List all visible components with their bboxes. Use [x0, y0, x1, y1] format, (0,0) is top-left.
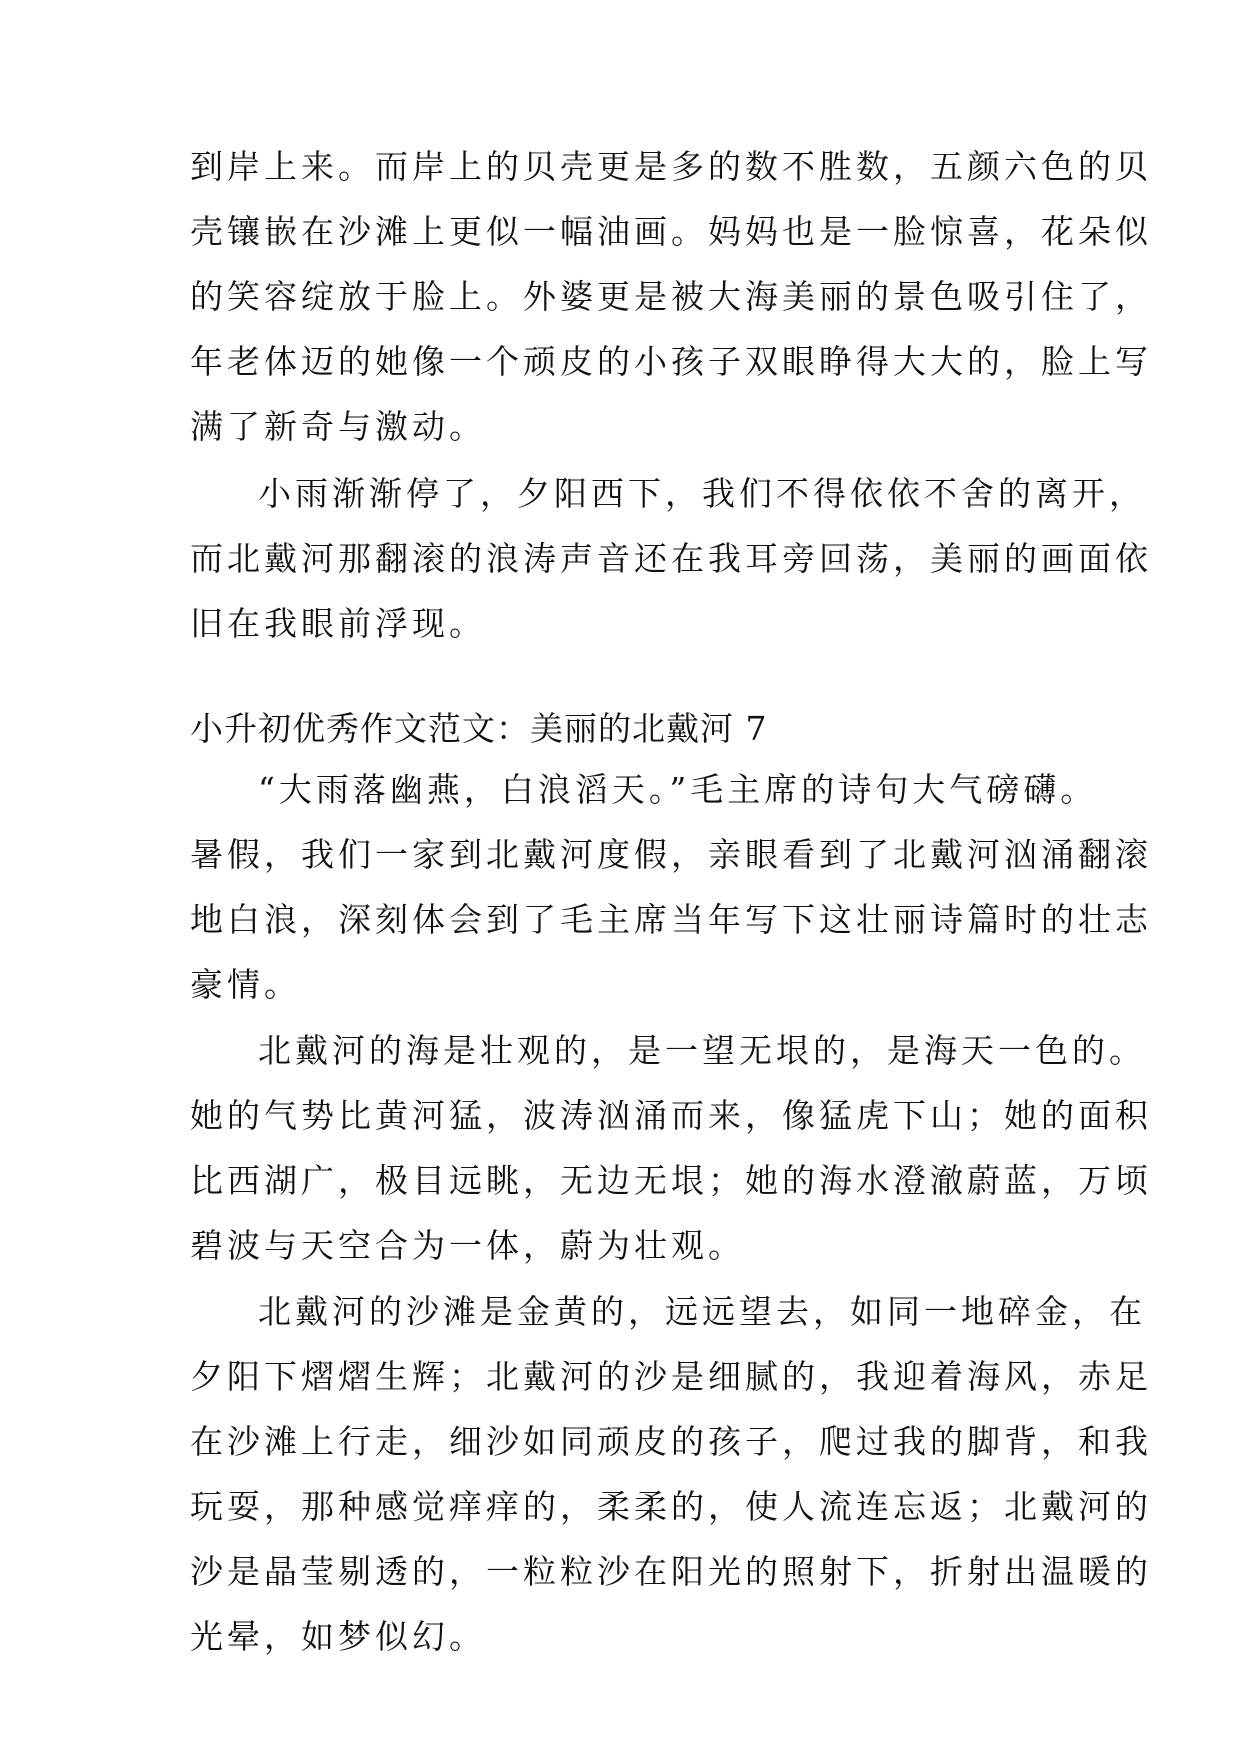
paragraph-line: 而北戴河那翻滚的浪涛声音还在我耳旁回荡，美丽的画面依: [190, 539, 1152, 578]
paragraph-line: “大雨落幽燕，白浪滔天。”毛主席的诗句大气磅礴。: [258, 770, 1098, 809]
paragraph-line: 地白浪，深刻体会到了毛主席当年写下这壮丽诗篇时的壮志: [190, 900, 1152, 939]
essay-title: 小升初优秀作文范文：美丽的北戴河 7: [190, 709, 768, 748]
paragraph-line: 满了新奇与激动。: [190, 407, 486, 446]
paragraph-line: 她的气势比黄河猛，波涛汹涌而来，像猛虎下山；她的面积: [190, 1096, 1152, 1135]
paragraph-line: 玩耍，那种感觉痒痒的，柔柔的，使人流连忘返；北戴河的: [190, 1487, 1152, 1526]
paragraph-line: 北戴河的沙滩是金黄的，远远望去，如同一地碎金，在: [258, 1292, 1146, 1331]
paragraph-line: 碧波与天空合为一体，蔚为壮观。: [190, 1226, 745, 1265]
paragraph-line: 壳镶嵌在沙滩上更似一幅油画。妈妈也是一脸惊喜，花朵似: [190, 212, 1152, 251]
paragraph-line: 夕阳下熠熠生辉；北戴河的沙是细腻的，我迎着海风，赤足: [190, 1357, 1152, 1396]
paragraph-line: 年老体迈的她像一个顽皮的小孩子双眼睁得大大的，脸上写: [190, 342, 1152, 381]
paragraph-line: 小雨渐渐停了，夕阳西下，我们不得依依不舍的离开，: [258, 474, 1146, 513]
paragraph-line: 北戴河的海是壮观的，是一望无垠的，是海天一色的。: [258, 1031, 1146, 1070]
paragraph-line: 旧在我眼前浮现。: [190, 604, 486, 643]
paragraph-line: 豪情。: [190, 965, 301, 1004]
paragraph-line: 暑假，我们一家到北戴河度假，亲眼看到了北戴河汹涌翻滚: [190, 835, 1152, 874]
paragraph-line: 到岸上来。而岸上的贝壳更是多的数不胜数，五颜六色的贝: [190, 147, 1152, 186]
paragraph-line: 沙是晶莹剔透的，一粒粒沙在阳光的照射下，折射出温暖的: [190, 1552, 1152, 1591]
paragraph-line: 比西湖广，极目远眺，无边无垠；她的海水澄澈蔚蓝，万顷: [190, 1161, 1152, 1200]
paragraph-line: 光晕，如梦似幻。: [190, 1617, 486, 1656]
paragraph-line: 在沙滩上行走，细沙如同顽皮的孩子，爬过我的脚背，和我: [190, 1422, 1152, 1461]
paragraph-line: 的笑容绽放于脸上。外婆更是被大海美丽的景色吸引住了，: [190, 277, 1152, 316]
